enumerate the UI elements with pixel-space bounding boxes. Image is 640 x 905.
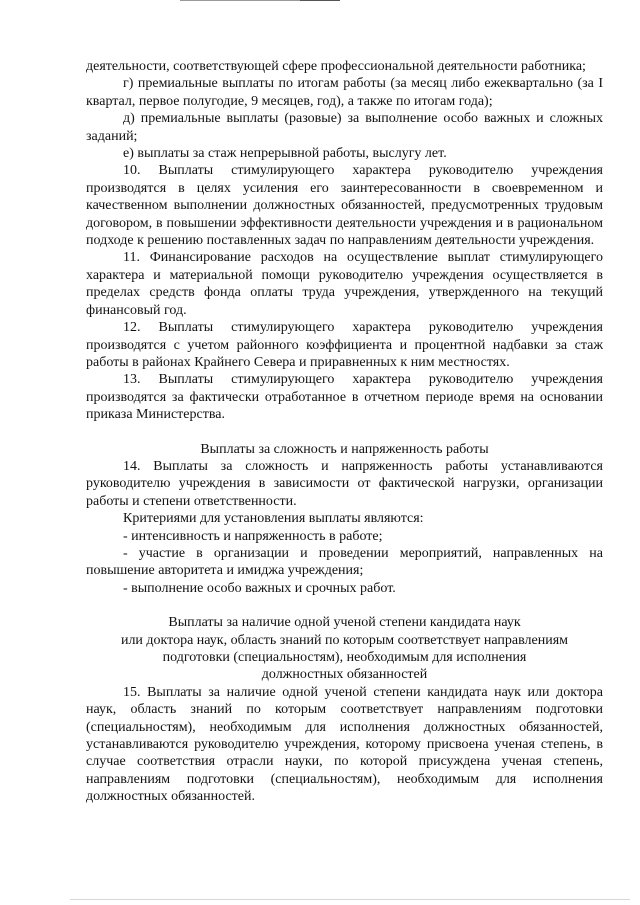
section-heading-complexity: Выплаты за сложность и напряженность работы — [200, 441, 489, 457]
spacer — [86, 424, 603, 441]
spacer — [86, 597, 603, 614]
scan-artifact-top — [180, 0, 300, 1]
criteria-intro: Критериями для установления выплаты являются: — [123, 511, 424, 527]
paragraph-15: 15. Выплаты за наличие одной ученой степени кандидата наук или доктора наук, область знаний по которым соответствует направлениям подготовки (специальностям), необходимым для исполнения должностных обязанностей, устанавливаются руководителю учреждения, которому присвоена ученая степень, в случае соответствия отрасли науки, по которой присуждена ученая степень, направлениям подготовки (специальностям), необходимым для исполнения должностных обязанностей. — [86, 684, 603, 805]
paragraph-12: 12. Выплаты стимулирующего характера руководителю учреждения производятся с учетом районного коэффициента и процентной надбавки за стаж работы в районах Крайнего Севера и приравненных к ним местностях. — [86, 320, 603, 370]
paragraph-11: 11. Финансирование расходов на осуществление выплат стимулирующего характера и материальной помощи руководителю учреждения осуществляется в пределах средств фонда оплаты труда учреждения, утвержденного на текущий финансовый год. — [86, 250, 603, 318]
paragraph-item-g: г) премиальные выплаты по итогам работы (за месяц либо ежеквартально (за I квартал, первое полугодие, 9 месяцев, год), а также по итогам года); — [86, 76, 603, 109]
paragraph-13: 13. Выплаты стимулирующего характера руководителю учреждения производятся за фактически отработанное в отчетном периоде время на основании приказа Министерства. — [86, 372, 603, 423]
criteria-item-3: - выполнение особо важных и срочных работ. — [123, 580, 396, 596]
section-heading-degree-line-1: Выплаты за наличие одной ученой степени кандидата наук — [168, 615, 521, 631]
paragraph-continuation: деятельности, соответствующей сфере профессиональной деятельности работника; — [86, 59, 586, 74]
section-heading-degree-line-4: должностных обязанностей — [261, 667, 428, 683]
scan-artifact-top-dark — [300, 0, 340, 1]
criteria-item-2: - участие в организации и проведении мероприятий, направленных на повышение авторитета и имиджа учреждения; — [86, 545, 603, 579]
paragraph-10: 10. Выплаты стимулирующего характера руководителю учреждения производятся в целях усиления его заинтересованности в своевременном и качественном выполнении должностных обязанностей, предусмотренных трудовым договором, в повышении эффективности деятельности учреждения и в рациональном подходе к решению поставленных задач по направлениям деятельности учреждения. — [86, 163, 603, 249]
paragraph-item-d: д) премиальные выплаты (разовые) за выполнение особо важных и сложных заданий; — [86, 111, 603, 144]
paragraph-item-e: е) выплаты за стаж непрерывной работы, выслугу лет. — [123, 146, 447, 162]
criteria-item-1: - интенсивность и напряженность в работе; — [123, 528, 383, 544]
scan-artifact-bottom — [70, 899, 630, 900]
section-heading-degree-line-2: или доктора наук, область знаний по которым соответствует направлениям — [120, 632, 569, 648]
paragraph-14: 14. Выплаты за сложность и напряженность работы устанавливаются руководителю учреждения в зависимости от фактической нагрузки, организации работы и степени ответственности. — [86, 458, 603, 509]
document-body — [86, 58, 603, 806]
section-heading-degree-line-3: подготовки (специальностям), необходимым для исполнения — [162, 650, 527, 665]
